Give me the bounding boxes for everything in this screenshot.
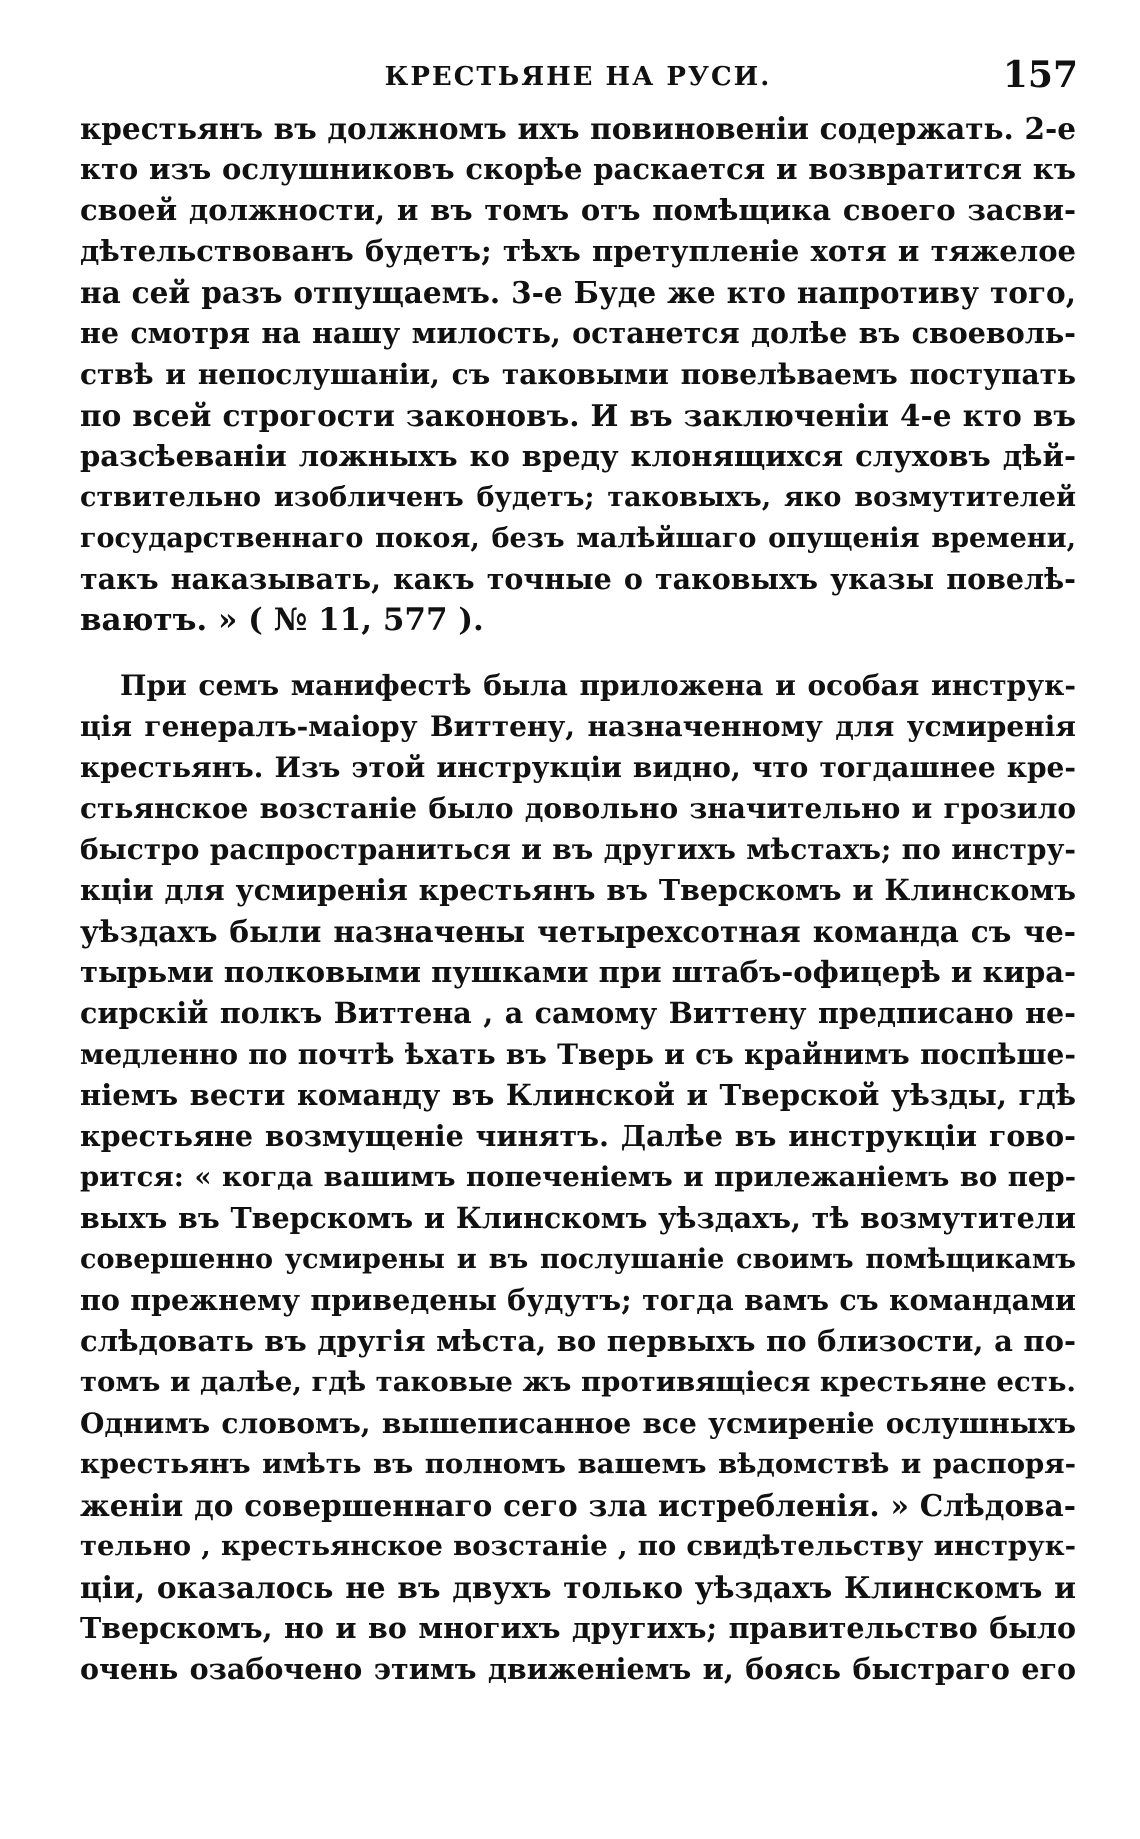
text-line: слѣдовать въ другія мѣста, во первыхъ по близости, а по- bbox=[80, 1324, 1076, 1358]
text-line: разсѣеваніи ложныхъ ко вреду клонящихся слуховъ дѣй- bbox=[80, 439, 1076, 473]
text-line: выхъ въ Тверскомъ и Клинскомъ уѣздахъ, тѣ возмутители bbox=[80, 1201, 1076, 1235]
text-line: стьянское возстаніе было довольно значительно и грозило bbox=[80, 792, 1076, 825]
text-line: ціи, оказалось не въ двухъ только уѣздахъ Клинскомъ и bbox=[80, 1570, 1076, 1605]
paragraph bbox=[80, 108, 1076, 641]
page-number: 157 bbox=[1002, 54, 1078, 96]
text-line: крестьянъ. Изъ этой инструкціи видно, что тогдашнее кре- bbox=[80, 751, 1076, 784]
text-line: крестьянъ въ должномъ ихъ повиновеніи содержать. 2-е bbox=[80, 111, 1076, 146]
running-head: КРЕСТЬЯНЕ НА РУСИ. bbox=[384, 62, 772, 92]
text-line: такъ наказывать, какъ точные о таковыхъ указы повелѣ- bbox=[80, 562, 1076, 596]
text-line: томъ и далѣе, гдѣ таковые жъ противящіеся крестьяне есть. bbox=[80, 1366, 1076, 1398]
text-line: кто изъ ослушниковъ скорѣе раскается и возвратится къ bbox=[80, 152, 1076, 186]
text-line: женіи до совершеннаго сего зла истребленія. » Слѣдова- bbox=[80, 1488, 1076, 1523]
text-line: сирскій полкъ Виттена , а самому Виттену предписано не- bbox=[80, 996, 1076, 1030]
text-line: по прежнему приведены будутъ; тогда вамъ съ командами bbox=[80, 1283, 1076, 1317]
page-header bbox=[78, 54, 1078, 102]
paragraph bbox=[80, 665, 1076, 1690]
text-line: медленно по почтѣ ѣхать въ Тверь и съ крайнимъ поспѣше- bbox=[80, 1038, 1076, 1071]
text-line: ствѣ и непослушаніи, съ таковыми повелѣваемъ поступать bbox=[80, 358, 1076, 391]
paragraph-gap bbox=[80, 641, 1076, 665]
text-line: кціи для усмиренія крестьянъ въ Тверскомъ и Клинскомъ bbox=[80, 873, 1076, 907]
text-line: тырьми полковыми пушками при штабъ-офицерѣ и кира- bbox=[80, 955, 1076, 989]
text-line: При семъ манифестѣ была приложена и особая инструк- bbox=[120, 669, 1076, 702]
text-line: на сей разъ отпущаемъ. 3-е Буде же кто напротиву того, bbox=[80, 275, 1076, 310]
text-line: своей должности, и въ томъ отъ помѣщика своего засви- bbox=[80, 193, 1076, 227]
text-line: ваютъ. » ( № 11, 577 ). bbox=[80, 602, 484, 638]
text-line: Однимъ словомъ, вышеписанное все усмиреніе ослушныхъ bbox=[80, 1407, 1076, 1440]
text-line: по всей строгости законовъ. И въ заключеніи 4-е кто въ bbox=[80, 398, 1076, 433]
text-line: ствительно изобличенъ будетъ; таковыхъ, яко возмутителей bbox=[80, 482, 1076, 513]
text-line: Тверскомъ, но и во многихъ другихъ; правительство было bbox=[80, 1611, 1076, 1645]
text-line: очень озабочено этимъ движеніемъ и, боясь быстраго его bbox=[80, 1652, 1076, 1686]
text-line: уѣздахъ были назначены четырехсотная команда съ че- bbox=[80, 914, 1076, 949]
text-line: крестьяне возмущеніе чинятъ. Далѣе въ инструкціи гово- bbox=[80, 1119, 1076, 1153]
text-line: ніемъ вести команду въ Клинской и Тверской уѣзды, гдѣ bbox=[80, 1078, 1076, 1112]
text-line: быстро распространиться и въ другихъ мѣстахъ; по инстру- bbox=[80, 833, 1076, 866]
body-text bbox=[80, 108, 1076, 1690]
text-line: крестьянъ имѣть въ полномъ вашемъ вѣдомствѣ и распоря- bbox=[80, 1448, 1076, 1480]
text-line: тельно , крестьянское возстаніе , по свидѣтельству инструк- bbox=[80, 1530, 1076, 1562]
text-line: дѣтельствованъ будетъ; тѣхъ претупленіе хотя и тяжелое bbox=[80, 234, 1076, 268]
text-line: рится: « когда вашимъ попеченіемъ и прилежаніемъ во пер- bbox=[80, 1161, 1076, 1193]
text-line: совершенно усмирены и въ послушаніе своимъ помѣщикамъ bbox=[80, 1244, 1076, 1275]
text-line: ція генералъ-маіору Виттену, назначенному для усмиренія bbox=[80, 710, 1076, 743]
text-line: государственнаго покоя, безъ малѣйшаго опущенія времени, bbox=[80, 523, 1076, 554]
text-line: не смотря на нашу милость, останется долѣе въ своеволь- bbox=[80, 316, 1076, 350]
